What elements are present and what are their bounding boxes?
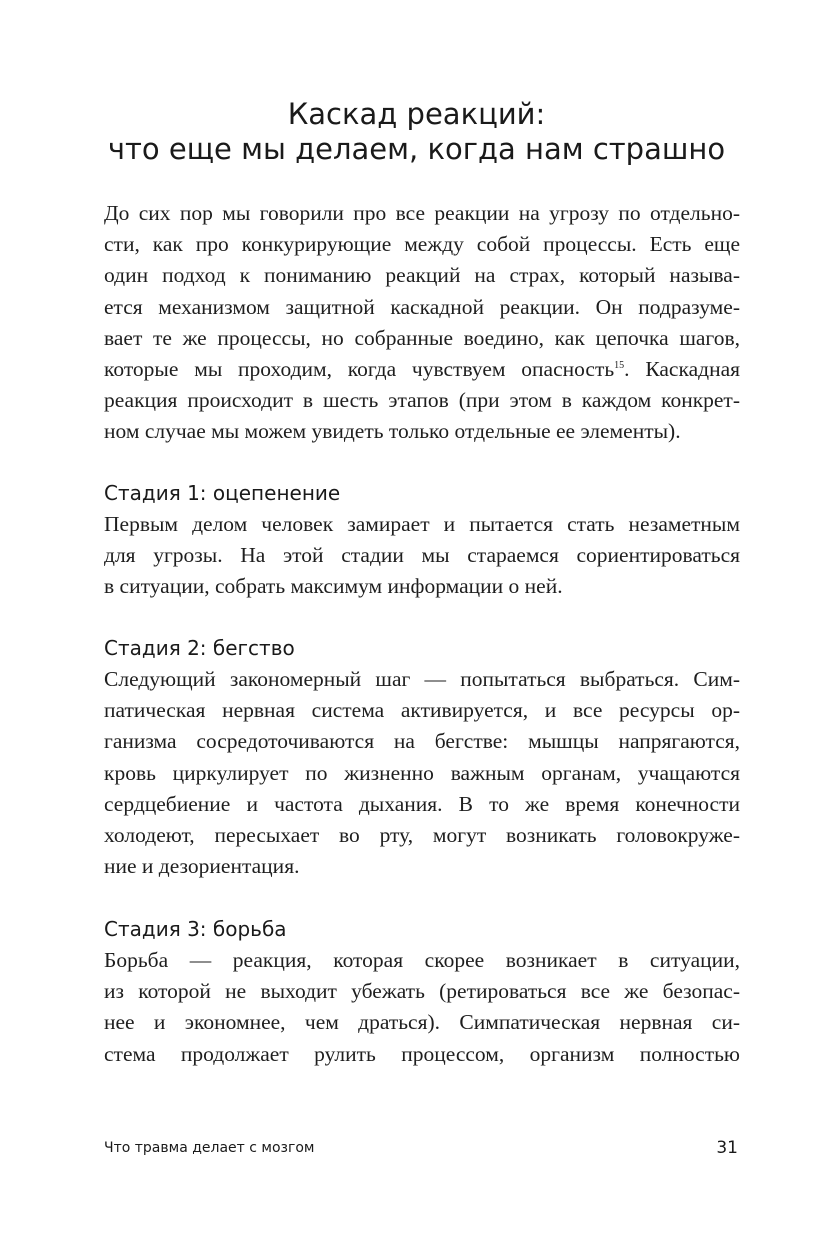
- text-line: нее и экономнее, чем драться). Симпатическая нервная си-: [104, 1010, 740, 1035]
- text-line: ганизма сосредоточиваются на бегстве: мышцы напрягаются,: [104, 729, 740, 754]
- text-line: для угрозы. На этой стадии мы стараемся сориентироваться: [104, 543, 740, 568]
- text-line: кровь циркулирует по жизненно важным органам, учащаются: [104, 760, 740, 785]
- text-line: сердцебиение и частота дыхания. В то же время конечности: [104, 791, 740, 816]
- text-line: сти, как про конкурирующие между собой процессы. Есть еще: [104, 232, 740, 257]
- text-line-with-footnote: [104, 354, 740, 385]
- chapter-title: [60, 97, 773, 167]
- intro-paragraph: [104, 198, 740, 448]
- text-line: ном случае мы можем увидеть только отдельные ее элементы).: [104, 419, 681, 444]
- text-fragment: которые мы проходим, когда чувствуем опасность: [104, 357, 615, 382]
- text-line: ние и дезориентация.: [104, 854, 300, 879]
- stage-2-paragraph: [104, 664, 740, 882]
- stage-1-heading: Стадия 1: оцепенение: [104, 481, 341, 505]
- stage-2-section: [104, 633, 740, 882]
- text-line: Первым делом человек замирает и пытается стать незаметным: [104, 512, 740, 536]
- text-line: один подход к пониманию реакций на страх, который называ-: [104, 263, 740, 288]
- text-line: Следующий закономерный шаг — попытаться выбраться. Сим-: [104, 667, 740, 691]
- text-line: патическая нервная система активируется, и все ресурсы ор-: [104, 698, 740, 723]
- page-number: 31: [716, 1138, 738, 1158]
- stage-1-section: [104, 478, 740, 603]
- text-line: из которой не выходит убежать (ретироваться все же безопас-: [104, 979, 740, 1004]
- text-line: стема продолжает рулить процессом, организм полностью: [104, 1041, 740, 1066]
- chapter-title-line-1: Каскад реакций:: [287, 97, 546, 131]
- running-footer-title: Что травма делает с мозгом: [104, 1140, 315, 1156]
- stage-3-paragraph: [104, 945, 740, 1070]
- text-line: в ситуации, собрать максимум информации о ней.: [104, 574, 563, 599]
- stage-2-heading: Стадия 2: бегство: [104, 636, 295, 660]
- stage-1-paragraph: [104, 509, 740, 603]
- text-fragment: . Каскадная: [624, 357, 741, 382]
- stage-3-section: [104, 914, 740, 1070]
- chapter-title-line-2: что еще мы делаем, когда нам страшно: [107, 132, 726, 166]
- page-footer: [104, 1138, 740, 1160]
- text-line: вает те же процессы, но собранные воедино, как цепочка шагов,: [104, 325, 740, 350]
- stage-3-heading: Стадия 3: борьба: [104, 917, 287, 941]
- text-line: реакция происходит в шесть этапов (при этом в каждом конкрет-: [104, 388, 740, 413]
- text-line: ется механизмом защитной каскадной реакции. Он подразуме-: [104, 294, 740, 319]
- text-line: холодеют, пересыхает во рту, могут возникать головокруже-: [104, 823, 740, 848]
- text-line: До сих пор мы говорили про все реакции на угрозу по отдельно-: [104, 201, 740, 225]
- text-line: Борьба — реакция, которая скорее возникает в ситуации,: [104, 948, 740, 972]
- intro-section: [104, 198, 740, 448]
- footnote-reference[interactable]: 15: [614, 359, 625, 371]
